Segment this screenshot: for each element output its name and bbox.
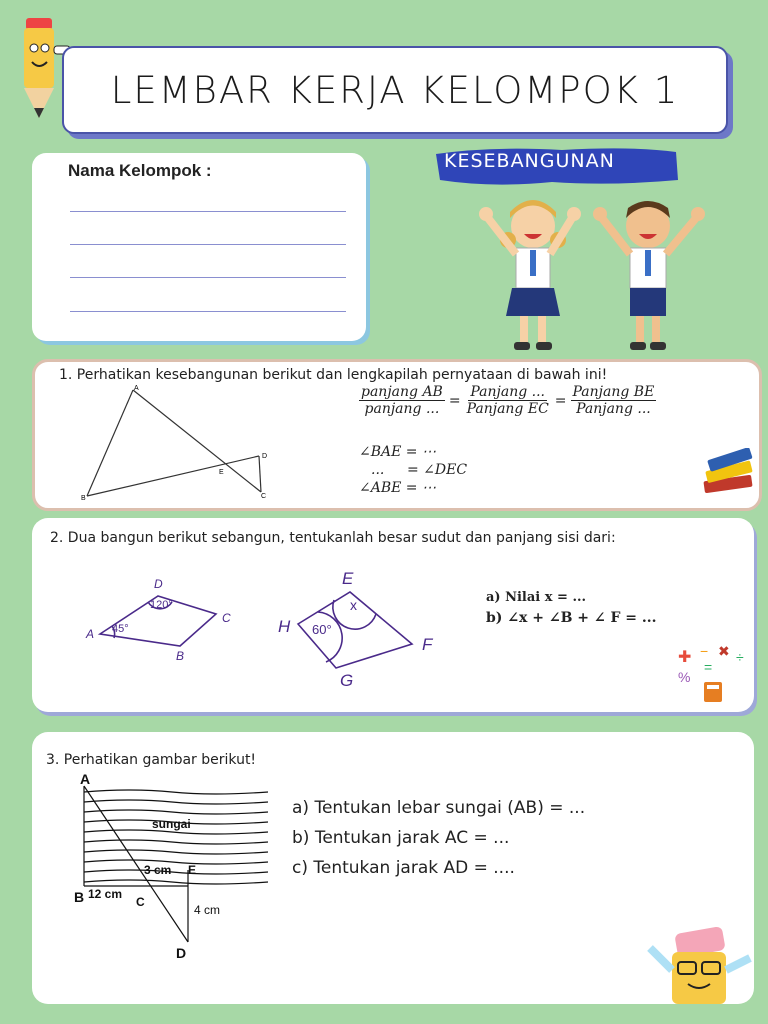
question-2-figure: [82, 568, 482, 694]
svg-text:÷: ÷: [736, 649, 744, 665]
svg-text:%: %: [678, 669, 691, 685]
question-3-item-b: b) Tentukan jarak AC = ...: [292, 828, 510, 848]
label-ce: 3 cm: [144, 863, 172, 877]
label-b: B: [176, 649, 185, 663]
equals-sign: =: [448, 392, 461, 409]
label-f: F: [422, 635, 433, 654]
label-e: E: [219, 469, 224, 476]
label-river: sungai: [152, 817, 191, 831]
question-3-figure: [72, 770, 312, 966]
question-2-prompt: 2. Dua bangun berikut sebangun, tentukanlah besar sudut dan panjang sisi dari:: [50, 530, 616, 546]
label-d: D: [262, 453, 268, 460]
label-a: A: [80, 771, 91, 787]
students-illustration: [468, 188, 718, 358]
question-1-figure: [79, 384, 289, 500]
label-c: C: [222, 611, 231, 625]
angle-statement-3: ∠ABE = ⋯: [359, 480, 436, 496]
angle-d-value: 120°: [150, 599, 173, 611]
page-title: LEMBAR KERJA KELOMPOK 1: [110, 68, 680, 112]
frac1-denominator: panjang ...: [364, 401, 440, 417]
title-box: [62, 46, 728, 134]
frac3-denominator: Panjang ...: [576, 401, 651, 417]
math-symbols-icon: [674, 642, 750, 710]
frac1-numerator: panjang AB: [361, 384, 443, 400]
svg-text:✖: ✖: [718, 643, 730, 659]
angle-x: x: [350, 597, 357, 613]
group-name-box: [32, 153, 366, 341]
angle-statement-2-left: ...: [371, 462, 385, 478]
label-bc: 12 cm: [88, 887, 123, 901]
question-3-item-c: c) Tentukan jarak AD = ....: [292, 858, 515, 878]
angle-statement-2-right: = ∠DEC: [407, 462, 468, 478]
question-2-card: [32, 518, 754, 712]
svg-text:✚: ✚: [678, 649, 692, 666]
label-d: D: [176, 945, 187, 961]
equals-sign: =: [554, 392, 567, 409]
question-2-item-a: a) Nilai x = ...: [486, 590, 587, 605]
ratio-equation: [359, 384, 656, 417]
frac2-denominator: Panjang EC: [466, 401, 549, 417]
label-e: E: [342, 569, 354, 588]
write-line[interactable]: [70, 277, 346, 278]
label-b: B: [74, 889, 85, 905]
svg-text:−: −: [700, 643, 709, 659]
write-line[interactable]: [70, 211, 346, 212]
question-1-card: [32, 359, 762, 511]
write-line[interactable]: [70, 244, 346, 245]
group-name-label: Nama Kelompok :: [68, 161, 212, 180]
label-g: G: [340, 671, 354, 690]
label-a: A: [134, 385, 139, 392]
question-2-item-b: b) ∠x + ∠B + ∠ F = ...: [486, 610, 657, 626]
angle-h-value: 60°: [312, 622, 332, 637]
question-1-prompt: 1. Perhatikan kesebangunan berikut dan lengkapilah pernyataan di bawah ini!: [59, 367, 608, 383]
angle-a-value: 45°: [112, 623, 129, 635]
label-a: A: [86, 627, 95, 641]
label-b: B: [81, 495, 86, 500]
svg-text:=: =: [704, 659, 713, 675]
eraser-mascot-icon: [646, 920, 756, 1010]
books-icon: [700, 448, 758, 506]
label-c: C: [136, 895, 145, 909]
label-c: C: [261, 493, 267, 500]
angle-statement-1: ∠BAE = ⋯: [359, 444, 436, 460]
frac3-numerator: Panjang BE: [572, 384, 655, 400]
label-e: E: [188, 863, 197, 877]
question-3-prompt: 3. Perhatikan gambar berikut!: [46, 752, 257, 768]
label-d: D: [154, 577, 163, 591]
question-3-item-a: a) Tentukan lebar sungai (AB) = ...: [292, 798, 586, 818]
frac2-numerator: Panjang ...: [470, 384, 545, 400]
write-line[interactable]: [70, 311, 346, 312]
topic-label: KESEBANGUNAN: [444, 150, 615, 172]
label-h: H: [278, 617, 291, 636]
label-ed: 4 cm: [194, 903, 221, 917]
